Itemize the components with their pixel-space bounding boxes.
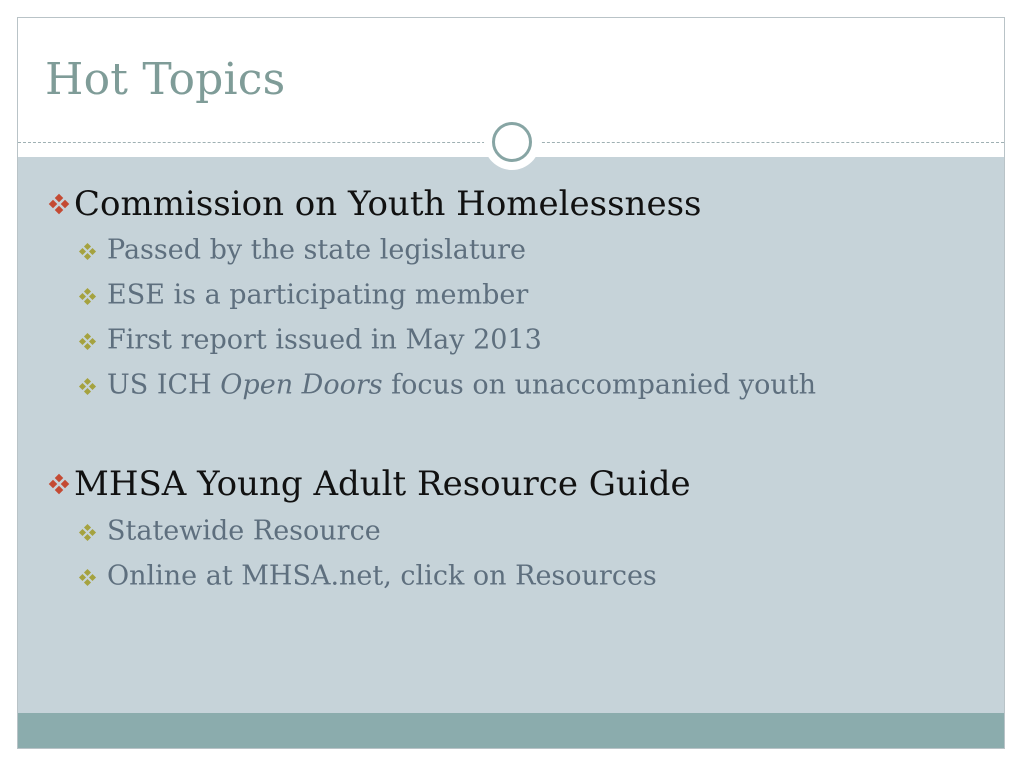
bullet-text: First report issued in May 2013 (107, 324, 542, 356)
diamond-bullet-icon (77, 515, 107, 549)
bullet-text-rich (107, 370, 816, 401)
bullet-level2 (77, 514, 381, 548)
bullet-text-suffix: focus on unaccompanied youth (382, 369, 816, 401)
diamond-bullet-icon (48, 184, 74, 224)
diamond-bullet-icon (77, 560, 107, 594)
bullet-heading: MHSA Young Adult Resource Guide (74, 464, 691, 504)
bullet-text: Passed by the state legislature (107, 234, 526, 266)
bullet-text: Online at MHSA.net, click on Resources (107, 560, 657, 592)
bullet-level2 (77, 233, 526, 267)
diamond-bullet-icon (77, 369, 107, 403)
slide-title: Hot Topics (45, 54, 286, 105)
diamond-bullet-icon (48, 464, 74, 504)
bullet-level2 (77, 278, 528, 312)
slide (17, 17, 1005, 749)
diamond-bullet-icon (77, 234, 107, 268)
bullet-level1 (48, 462, 691, 502)
bullet-level2 (77, 559, 657, 593)
bullet-level1 (48, 182, 701, 222)
ring-icon (484, 114, 540, 170)
bullet-level2 (77, 323, 542, 357)
bullet-text-italic: Open Doors (220, 369, 383, 401)
bullet-text: Statewide Resource (107, 515, 381, 547)
footer-bar (18, 713, 1004, 748)
diamond-bullet-icon (77, 324, 107, 358)
bullet-heading: Commission on Youth Homelessness (74, 184, 702, 224)
bullet-level2 (77, 368, 816, 402)
content-area (18, 157, 1004, 715)
bullet-text: ESE is a participating member (107, 279, 529, 311)
diamond-bullet-icon (77, 279, 107, 313)
bullet-text-prefix: US ICH (107, 369, 221, 401)
